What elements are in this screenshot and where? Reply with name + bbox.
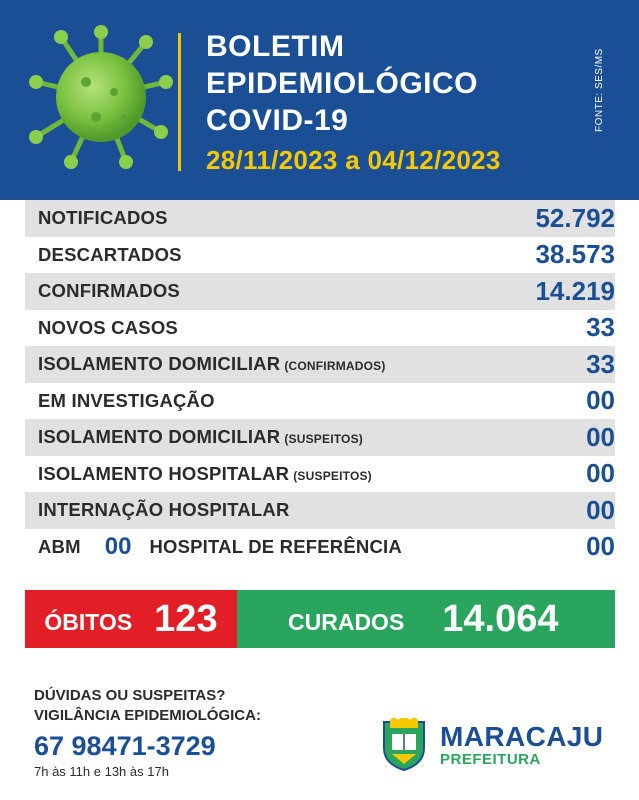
title-line: COVID-19	[206, 104, 349, 137]
cured-label: CURADOS	[288, 608, 405, 635]
stat-label: DESCARTADOS	[38, 243, 182, 265]
stat-row	[25, 419, 615, 456]
abm-group	[38, 533, 402, 561]
cured-panel	[237, 590, 615, 648]
stat-row	[25, 456, 615, 493]
brand-block	[440, 721, 603, 768]
stats-table	[25, 200, 615, 565]
stat-value: 38.573	[535, 239, 615, 270]
stat-value: 14.219	[535, 275, 615, 306]
stat-row	[25, 310, 615, 347]
deaths-panel	[25, 590, 237, 648]
brand-name: MARACAJU	[440, 721, 604, 752]
stat-value: 00	[586, 421, 615, 452]
stat-row	[25, 200, 615, 237]
contact-department: VIGILÂNCIA EPIDEMIOLÓGICA:	[34, 707, 261, 724]
abm-value: 00	[104, 532, 132, 560]
stat-label-text: ISOLAMENTO HOSPITALAR	[38, 462, 290, 484]
abm-row	[25, 529, 615, 566]
stat-row	[25, 492, 615, 529]
stat-row	[25, 237, 615, 274]
title-line: BOLETIM	[206, 30, 345, 63]
contact-phone[interactable]: 67 98471-3729	[34, 731, 216, 761]
stat-label: INTERNAÇÃO HOSPITALAR	[38, 499, 290, 521]
stat-label: NOVOS CASOS	[38, 316, 178, 338]
stat-label: NOTIFICADOS	[38, 207, 168, 229]
stat-label: CONFIRMADOS	[38, 280, 180, 302]
deaths-value: 123	[154, 597, 218, 640]
contact-block	[34, 686, 261, 779]
hospital-value: 00	[586, 531, 615, 562]
virus-icon	[26, 22, 176, 172]
date-range: 28/11/2023 a 04/12/2023	[206, 145, 501, 175]
stat-note: (SUSPEITOS)	[293, 468, 372, 483]
header-banner	[0, 0, 639, 200]
stat-value: 33	[586, 312, 615, 343]
abm-label: ABM	[38, 535, 81, 557]
stat-row	[25, 346, 615, 383]
stat-value: 00	[586, 494, 615, 525]
stat-value: 00	[586, 458, 615, 489]
coat-of-arms-icon	[380, 718, 428, 772]
stat-label-text: ISOLAMENTO DOMICILIAR	[38, 426, 281, 448]
stat-row	[25, 383, 615, 420]
stat-note: (CONFIRMADOS)	[284, 359, 386, 374]
stat-note: (SUSPEITOS)	[284, 432, 363, 447]
contact-hours: 7h às 11h e 13h às 17h	[34, 764, 169, 779]
source-label: FONTE: SES/MS	[594, 48, 605, 132]
stat-value: 33	[586, 348, 615, 379]
brand-subtitle: PREFEITURA	[440, 751, 541, 768]
contact-question: DÚVIDAS OU SUSPEITAS?	[34, 687, 226, 704]
stat-label	[38, 353, 386, 375]
stat-label-text: ISOLAMENTO DOMICILIAR	[38, 353, 281, 375]
title-line: EPIDEMIOLÓGICO	[206, 67, 479, 100]
stat-label	[38, 463, 372, 485]
cured-value: 14.064	[442, 597, 559, 640]
stat-value: 00	[586, 385, 615, 416]
stat-label: EM INVESTIGAÇÃO	[38, 389, 215, 411]
divider-line	[178, 33, 181, 171]
hospital-label: HOSPITAL DE REFERÊNCIA	[149, 535, 402, 557]
stat-value: 52.792	[535, 202, 615, 233]
stat-row	[25, 273, 615, 310]
deaths-label: ÓBITOS	[44, 608, 133, 635]
bulletin-title	[206, 28, 478, 139]
stat-label	[38, 426, 363, 448]
